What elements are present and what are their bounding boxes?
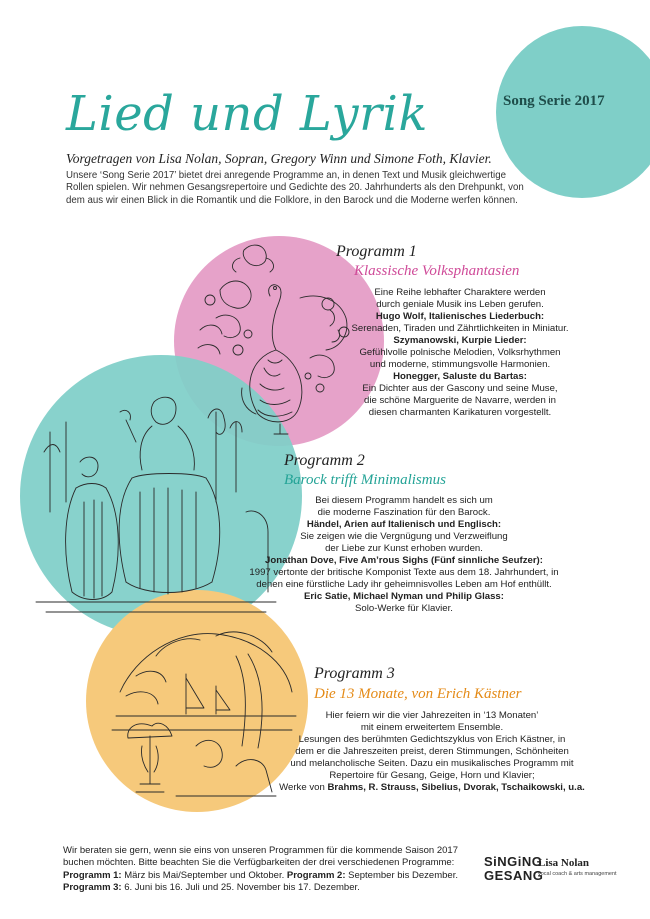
program-line bbox=[262, 746, 602, 758]
program-line-bold: Eric Satie, Michael Nyman und Philip Glass: bbox=[304, 591, 504, 602]
program-3-label: Programm 3 bbox=[314, 665, 395, 682]
program-line bbox=[262, 782, 602, 794]
program-line-bold: Händel, Arien auf Italienisch und Englisch: bbox=[306, 519, 502, 530]
program-line bbox=[212, 591, 596, 603]
program-line-bold: Honegger, Saluste du Bartas: bbox=[393, 371, 527, 382]
program-line-text: die schöne Marguerite de Navarre, werden in bbox=[364, 395, 556, 406]
program-line-text: 1997 vertonte der britische Komponist Texte aus dem 18. Jahrhundert, in bbox=[249, 567, 559, 578]
intro-line: Rollen spielen. Wir nehmen Gesangsrepertoire und Gedichte des 20. Jahrhunderts als den Drehpunkt, von bbox=[66, 182, 524, 194]
availability-text: März bis Mai/September und Oktober. bbox=[121, 869, 287, 881]
series-badge: Song Serie 2017 bbox=[503, 93, 605, 109]
program-line bbox=[212, 495, 596, 507]
program-line-text: diesen charmanten Karikaturen vorgestellt. bbox=[368, 407, 552, 418]
program-line bbox=[212, 579, 596, 591]
program-line bbox=[296, 347, 624, 359]
intro-line: dem aus wir einen Blick in die Romantik und die Folklore, in den Barock und die Moderne werfen können. bbox=[66, 194, 518, 206]
program-3-description bbox=[262, 710, 602, 794]
logo-line-1: SiNGiNG bbox=[484, 854, 543, 869]
program-line bbox=[296, 335, 624, 347]
performers-subtitle: Vorgetragen von Lisa Nolan, Sopran, Gregory Winn und Simone Foth, Klavier. bbox=[66, 151, 492, 166]
footer-line: buchen möchten. Bitte beachten Sie die Verfügbarkeiten der drei verschiedenen Programme: bbox=[63, 857, 455, 869]
program-line-text: Bei diesem Programm handelt es sich um bbox=[315, 495, 493, 506]
program-line-text: Solo-Werke für Klavier. bbox=[355, 603, 453, 614]
logo-line-2: GESANG bbox=[484, 868, 544, 883]
availability-text: 6. Juni bis 16. Juli und 25. November bis 17. Dezember. bbox=[121, 881, 360, 893]
availability-line-2 bbox=[63, 882, 483, 894]
program-line bbox=[212, 543, 596, 555]
program-line bbox=[212, 567, 596, 579]
program-line-text: Hier feiern wir die vier Jahrezeiten in ‘13 Monaten’ bbox=[325, 710, 539, 721]
program-line-bold: Hugo Wolf, Italienisches Liederbuch: bbox=[375, 311, 545, 322]
intro-line: Unsere ‘Song Serie 2017’ bietet drei anregende Programme an, in denen Text und Musik gleichwertige bbox=[66, 170, 506, 181]
program-line bbox=[262, 734, 602, 746]
availability-label: Programm 2: bbox=[286, 869, 346, 881]
program-line bbox=[212, 555, 596, 567]
logo-tagline: vocal coach & arts management bbox=[538, 871, 617, 877]
program-line bbox=[296, 371, 624, 383]
program-line-text: die moderne Faszination für den Barock. bbox=[317, 507, 491, 518]
program-line bbox=[262, 770, 602, 782]
program-line-bold: Brahms, R. Strauss, Sibelius, Dvorak, Tschaikowski, u.a. bbox=[327, 782, 585, 793]
program-line-text: und melancholische Seiten. Dazu ein musikalisches Programm mit bbox=[290, 758, 574, 769]
singing-gesang-logo bbox=[480, 852, 630, 892]
program-line-text: durch geniale Musik ins Leben gerufen. bbox=[376, 299, 544, 310]
program-1-description bbox=[296, 287, 624, 419]
availability-line-1 bbox=[63, 870, 483, 882]
program-line bbox=[212, 531, 596, 543]
program-2-label: Programm 2 bbox=[284, 452, 365, 469]
program-line-text: Sie zeigen wie die Vergnügung und Verzweiflung bbox=[300, 531, 508, 542]
program-line-text: und moderne, stimmungsvolle Harmonien. bbox=[369, 359, 551, 370]
program-1-name: Klassische Volksphantasien bbox=[354, 263, 520, 279]
program-line bbox=[296, 359, 624, 371]
program-2-description bbox=[212, 495, 596, 615]
program-line bbox=[262, 758, 602, 770]
availability-label: Programm 1: bbox=[63, 869, 122, 881]
program-line bbox=[296, 407, 624, 419]
program-line-text: denen eine fürstliche Lady ihr geheimnisvolles Leben am Hof enthüllt. bbox=[256, 579, 552, 590]
availability-text: September bis Dezember. bbox=[345, 869, 458, 881]
program-line-text: Ein Dichter aus der Gascony und seine Muse, bbox=[362, 383, 558, 394]
page-title: Lied und Lyrik bbox=[66, 86, 428, 142]
program-line-text: Lesungen des berühmten Gedichtszyklus von Erich Kästner, in bbox=[298, 734, 566, 745]
program-line-text: dem er die Jahreszeiten preist, deren Stimmungen, Schönheiten bbox=[295, 746, 569, 757]
program-line bbox=[212, 519, 596, 531]
program-line bbox=[212, 603, 596, 615]
program-line bbox=[262, 710, 602, 722]
program-line-text: Repertoire für Gesang, Geige, Horn und Klavier; bbox=[329, 770, 535, 781]
program-line-prefix: Werke von bbox=[279, 782, 328, 793]
program-line bbox=[296, 395, 624, 407]
logo-name: Lisa Nolan bbox=[538, 857, 590, 869]
footer-line: Wir beraten sie gern, wenn sie eins von unseren Programmen für die kommende Saison 2017 bbox=[63, 845, 458, 856]
program-line-text: der Liebe zur Kunst erhoben wurden. bbox=[325, 543, 483, 554]
availability-label: Programm 3: bbox=[63, 881, 122, 893]
program-line-text: Gefühlvolle polnische Melodien, Volksrhythmen bbox=[359, 347, 561, 358]
program-2-name: Barock trifft Minimalismus bbox=[284, 472, 446, 488]
program-line-bold: Jonathan Dove, Five Am’rous Sighs (Fünf sinnliche Seufzer): bbox=[265, 555, 543, 566]
booking-footer bbox=[63, 845, 483, 894]
program-3-name: Die 13 Monate, von Erich Kästner bbox=[314, 686, 522, 702]
program-line-text: mit einem erweitertem Ensemble. bbox=[360, 722, 504, 733]
program-line bbox=[296, 311, 624, 323]
program-1-label: Programm 1 bbox=[336, 243, 417, 260]
program-line-text: Eine Reihe lebhafter Charaktere werden bbox=[374, 287, 546, 298]
program-line bbox=[262, 722, 602, 734]
program-line bbox=[296, 299, 624, 311]
program-line-text: Serenaden, Tiraden und Zährtlichkeiten in Miniatur. bbox=[351, 323, 569, 334]
program-line bbox=[296, 323, 624, 335]
program-line bbox=[296, 287, 624, 299]
intro-paragraph bbox=[66, 170, 540, 207]
program-line bbox=[212, 507, 596, 519]
program-line bbox=[296, 383, 624, 395]
program-line-bold: Szymanowski, Kurpie Lieder: bbox=[393, 335, 527, 346]
